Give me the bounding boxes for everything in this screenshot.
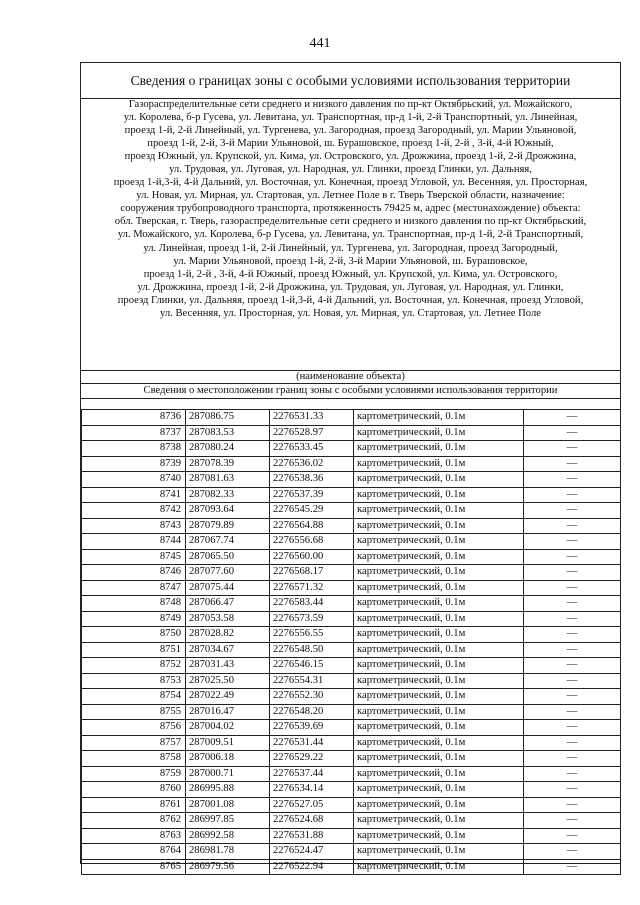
description-line: проезд 1-й, 2-й, 3-й Марии Ульяновой, ш. Бурашовское, проезд 1-й, 2-й , 3-й, 4-й Южный,: [147, 138, 554, 150]
y-coordinate-cell: 2276573.59: [270, 611, 354, 627]
dash-cell: —: [524, 611, 621, 627]
dash-cell: —: [524, 735, 621, 751]
table-row: [82, 859, 621, 875]
description-line: проезд 1-й,3-й, 4-й Дальний, ул. Восточная, ул. Конечная, проезд Угловой, ул. Весенняя, ул. Просторная,: [113, 177, 588, 189]
table-row: [82, 735, 621, 751]
method-cell: картометрический, 0.1м: [354, 441, 524, 457]
y-coordinate-cell: 2276538.36: [270, 472, 354, 488]
x-coordinate-cell: 287001.08: [186, 797, 270, 813]
point-number-cell: 8762: [82, 813, 186, 829]
x-coordinate-cell: 287067.74: [186, 534, 270, 550]
x-coordinate-cell: 287077.60: [186, 565, 270, 581]
point-number-cell: 8758: [82, 751, 186, 767]
dash-cell: —: [524, 720, 621, 736]
dash-cell: —: [524, 596, 621, 612]
method-cell: картометрический, 0.1м: [354, 658, 524, 674]
y-coordinate-cell: 2276552.30: [270, 689, 354, 705]
table-row: [82, 720, 621, 736]
table-row: [82, 642, 621, 658]
dash-cell: —: [524, 549, 621, 565]
x-coordinate-cell: 287009.51: [186, 735, 270, 751]
point-number-cell: 8755: [82, 704, 186, 720]
dash-cell: —: [524, 472, 621, 488]
y-coordinate-cell: 2276564.88: [270, 518, 354, 534]
method-cell: картометрический, 0.1м: [354, 549, 524, 565]
description-line: ул. Весенняя, ул. Просторная, ул. Новая, ул. Мирная, ул. Стартовая, ул. Летнее Поле: [160, 307, 541, 319]
x-coordinate-cell: 287083.53: [186, 425, 270, 441]
y-coordinate-cell: 2276539.69: [270, 720, 354, 736]
table-row: [82, 518, 621, 534]
x-coordinate-cell: 287078.39: [186, 456, 270, 472]
method-cell: картометрический, 0.1м: [354, 611, 524, 627]
dash-cell: —: [524, 627, 621, 643]
method-cell: картометрический, 0.1м: [354, 410, 524, 426]
point-number-cell: 8742: [82, 503, 186, 519]
table-row: [82, 596, 621, 612]
coordinates-table: [81, 409, 621, 875]
point-number-cell: 8736: [82, 410, 186, 426]
description-line: проезд 1-й, 2-й , 3-й, 4-й Южный, проезд Южный, ул. Крупской, ул. Кима, ул. Островского,: [143, 268, 558, 280]
point-number-cell: 8751: [82, 642, 186, 658]
point-number-cell: 8740: [82, 472, 186, 488]
y-coordinate-cell: 2276545.29: [270, 503, 354, 519]
x-coordinate-cell: 287034.67: [186, 642, 270, 658]
method-cell: картометрический, 0.1м: [354, 596, 524, 612]
divider: [81, 398, 620, 399]
table-row: [82, 766, 621, 782]
point-number-cell: 8750: [82, 627, 186, 643]
dash-cell: —: [524, 580, 621, 596]
section-title: Сведения о границах зоны с особыми условиями использования территории: [81, 63, 620, 99]
x-coordinate-cell: 286992.58: [186, 828, 270, 844]
method-cell: картометрический, 0.1м: [354, 844, 524, 860]
x-coordinate-cell: 287065.50: [186, 549, 270, 565]
description-line: ул. Линейная, проезд 1-й, 2-й Линейный, ул. Тургенева, ул. Загородная, проезд Загородный,: [143, 242, 558, 254]
y-coordinate-cell: 2276554.31: [270, 673, 354, 689]
method-cell: картометрический, 0.1м: [354, 782, 524, 798]
x-coordinate-cell: 287004.02: [186, 720, 270, 736]
table-row: [82, 565, 621, 581]
dash-cell: —: [524, 859, 621, 875]
dash-cell: —: [524, 751, 621, 767]
point-number-cell: 8753: [82, 673, 186, 689]
point-number-cell: 8757: [82, 735, 186, 751]
method-cell: картометрический, 0.1м: [354, 472, 524, 488]
method-cell: картометрический, 0.1м: [354, 580, 524, 596]
method-cell: картометрический, 0.1м: [354, 735, 524, 751]
dash-cell: —: [524, 565, 621, 581]
method-cell: картометрический, 0.1м: [354, 534, 524, 550]
dash-cell: —: [524, 410, 621, 426]
description-line: сооружения трубопроводного транспорта, протяженность 79425 м, адрес (местонахождение) объекта:: [120, 203, 581, 215]
point-number-cell: 8739: [82, 456, 186, 472]
table-row: [82, 503, 621, 519]
table-row: [82, 673, 621, 689]
table-row: [82, 472, 621, 488]
method-cell: картометрический, 0.1м: [354, 673, 524, 689]
dash-cell: —: [524, 766, 621, 782]
table-row: [82, 441, 621, 457]
x-coordinate-cell: 287082.33: [186, 487, 270, 503]
table-row: [82, 751, 621, 767]
method-cell: картометрический, 0.1м: [354, 642, 524, 658]
y-coordinate-cell: 2276556.55: [270, 627, 354, 643]
method-cell: картометрический, 0.1м: [354, 503, 524, 519]
method-cell: картометрический, 0.1м: [354, 797, 524, 813]
method-cell: картометрический, 0.1м: [354, 859, 524, 875]
y-coordinate-cell: 2276548.50: [270, 642, 354, 658]
description-line: ул. Трудовая, ул. Луговая, ул. Народная, ул. Глинки, проезд Глинки, ул. Дальняя,: [169, 164, 532, 176]
point-number-cell: 8761: [82, 797, 186, 813]
table-row: [82, 456, 621, 472]
description-line: ул. Дрожжина, проезд 1-й, 2-й Дрожжина, ул. Трудовая, ул. Луговая, ул. Народная, ул. Глинки,: [137, 281, 564, 293]
point-number-cell: 8765: [82, 859, 186, 875]
point-number-cell: 8754: [82, 689, 186, 705]
x-coordinate-cell: 287028.82: [186, 627, 270, 643]
description-line: проезд Глинки, ул. Дальняя, проезд 1-й,3-й, 4-й Дальний, ул. Восточная, ул. Конечная, проезд Угловой,: [117, 294, 584, 306]
page-number: 441: [309, 36, 331, 51]
y-coordinate-cell: 2276524.47: [270, 844, 354, 860]
y-coordinate-cell: 2276531.88: [270, 828, 354, 844]
x-coordinate-cell: 287016.47: [186, 704, 270, 720]
object-name-label: (наименование объекта): [81, 370, 620, 384]
dash-cell: —: [524, 704, 621, 720]
y-coordinate-cell: 2276560.00: [270, 549, 354, 565]
x-coordinate-cell: 287081.63: [186, 472, 270, 488]
table-row: [82, 689, 621, 705]
description-line: обл. Тверская, г. Тверь, газораспределительные сети среднего и низкого давления по пр-кт Октябрьский,: [114, 216, 587, 228]
dash-cell: —: [524, 642, 621, 658]
point-number-cell: 8760: [82, 782, 186, 798]
dash-cell: —: [524, 425, 621, 441]
dash-cell: —: [524, 797, 621, 813]
x-coordinate-cell: 287025.50: [186, 673, 270, 689]
point-number-cell: 8748: [82, 596, 186, 612]
coordinates-table-body: [82, 410, 621, 875]
table-row: [82, 627, 621, 643]
method-cell: картометрический, 0.1м: [354, 425, 524, 441]
y-coordinate-cell: 2276548.20: [270, 704, 354, 720]
point-number-cell: 8759: [82, 766, 186, 782]
point-number-cell: 8746: [82, 565, 186, 581]
point-number-cell: 8738: [82, 441, 186, 457]
point-number-cell: 8741: [82, 487, 186, 503]
dash-cell: —: [524, 487, 621, 503]
point-number-cell: 8756: [82, 720, 186, 736]
x-coordinate-cell: 287066.47: [186, 596, 270, 612]
y-coordinate-cell: 2276533.45: [270, 441, 354, 457]
dash-cell: —: [524, 828, 621, 844]
dash-cell: —: [524, 534, 621, 550]
x-coordinate-cell: 286981.78: [186, 844, 270, 860]
y-coordinate-cell: 2276537.39: [270, 487, 354, 503]
dash-cell: —: [524, 813, 621, 829]
dash-cell: —: [524, 503, 621, 519]
y-coordinate-cell: 2276527.05: [270, 797, 354, 813]
dash-cell: —: [524, 673, 621, 689]
dash-cell: —: [524, 441, 621, 457]
method-cell: картометрический, 0.1м: [354, 487, 524, 503]
y-coordinate-cell: 2276571.32: [270, 580, 354, 596]
table-row: [82, 658, 621, 674]
method-cell: картометрический, 0.1м: [354, 689, 524, 705]
x-coordinate-cell: 287006.18: [186, 751, 270, 767]
x-coordinate-cell: 287053.58: [186, 611, 270, 627]
method-cell: картометрический, 0.1м: [354, 828, 524, 844]
table-row: [82, 828, 621, 844]
method-cell: картометрический, 0.1м: [354, 627, 524, 643]
description-line: ул. Новая, ул. Мирная, ул. Стартовая, ул. Летнее Поле в г. Тверь Тверской области, назначение:: [136, 190, 565, 202]
x-coordinate-cell: 287079.89: [186, 518, 270, 534]
point-number-cell: 8763: [82, 828, 186, 844]
dash-cell: —: [524, 658, 621, 674]
point-number-cell: 8745: [82, 549, 186, 565]
table-row: [82, 425, 621, 441]
point-number-cell: 8764: [82, 844, 186, 860]
description-line: ул. Королева, б-р Гусева, ул. Левитана, ул. Транспортная, пр-д 1-й, 2-й Транспортный, ул. Линейная,: [123, 112, 578, 124]
point-number-cell: 8737: [82, 425, 186, 441]
table-row: [82, 549, 621, 565]
dash-cell: —: [524, 782, 621, 798]
dash-cell: —: [524, 518, 621, 534]
table-row: [82, 844, 621, 860]
y-coordinate-cell: 2276546.15: [270, 658, 354, 674]
document-frame: [80, 62, 621, 872]
dash-cell: —: [524, 689, 621, 705]
y-coordinate-cell: 2276522.94: [270, 859, 354, 875]
method-cell: картометрический, 0.1м: [354, 751, 524, 767]
dash-cell: —: [524, 844, 621, 860]
x-coordinate-cell: 287093.64: [186, 503, 270, 519]
x-coordinate-cell: 286997.85: [186, 813, 270, 829]
x-coordinate-cell: 287031.43: [186, 658, 270, 674]
point-number-cell: 8743: [82, 518, 186, 534]
method-cell: картометрический, 0.1м: [354, 720, 524, 736]
x-coordinate-cell: 287075.44: [186, 580, 270, 596]
method-cell: картометрический, 0.1м: [354, 813, 524, 829]
table-row: [82, 487, 621, 503]
location-subtitle: Сведения о местоположении границ зоны с особыми условиями использования территории: [143, 385, 558, 396]
y-coordinate-cell: 2276537.44: [270, 766, 354, 782]
y-coordinate-cell: 2276524.68: [270, 813, 354, 829]
table-row: [82, 580, 621, 596]
object-description: [83, 98, 618, 372]
method-cell: картометрический, 0.1м: [354, 704, 524, 720]
table-row: [82, 410, 621, 426]
table-row: [82, 534, 621, 550]
table-row: [82, 704, 621, 720]
table-row: [82, 782, 621, 798]
table-row: [82, 813, 621, 829]
description-line: проезд Южный, ул. Крупской, ул. Кима, ул. Островского, ул. Дрожжина, проезд 1-й, 2-й Дрожжина,: [124, 151, 577, 163]
point-number-cell: 8752: [82, 658, 186, 674]
y-coordinate-cell: 2276556.68: [270, 534, 354, 550]
y-coordinate-cell: 2276531.44: [270, 735, 354, 751]
method-cell: картометрический, 0.1м: [354, 766, 524, 782]
point-number-cell: 8747: [82, 580, 186, 596]
y-coordinate-cell: 2276529.22: [270, 751, 354, 767]
x-coordinate-cell: 287022.49: [186, 689, 270, 705]
method-cell: картометрический, 0.1м: [354, 456, 524, 472]
table-row: [82, 611, 621, 627]
description-line: проезд 1-й, 2-й Линейный, ул. Тургенева, ул. Загородная, проезд Загородный, ул. Марии Ульяновой,: [124, 125, 577, 137]
x-coordinate-cell: 286995.88: [186, 782, 270, 798]
description-line: ул. Марии Ульяновой, проезд 1-й, 2-й, 3-й Марии Ульяновой, ш. Бурашовское,: [173, 255, 528, 267]
x-coordinate-cell: 286979.56: [186, 859, 270, 875]
x-coordinate-cell: 287080.24: [186, 441, 270, 457]
description-line: ул. Можайского, ул. Королева, б-р Гусева, ул. Левитана, ул. Транспортная, пр-д 1-й, 2-й Транспортный,: [117, 229, 584, 241]
method-cell: картометрический, 0.1м: [354, 565, 524, 581]
x-coordinate-cell: 287000.71: [186, 766, 270, 782]
dash-cell: —: [524, 456, 621, 472]
y-coordinate-cell: 2276536.02: [270, 456, 354, 472]
x-coordinate-cell: 287086.75: [186, 410, 270, 426]
description-line: Газораспределительные сети среднего и низкого давления по пр-кт Октябрьский, ул. Можайского,: [128, 99, 573, 110]
method-cell: картометрический, 0.1м: [354, 518, 524, 534]
point-number-cell: 8749: [82, 611, 186, 627]
table-row: [82, 797, 621, 813]
y-coordinate-cell: 2276568.17: [270, 565, 354, 581]
y-coordinate-cell: 2276534.14: [270, 782, 354, 798]
y-coordinate-cell: 2276583.44: [270, 596, 354, 612]
point-number-cell: 8744: [82, 534, 186, 550]
y-coordinate-cell: 2276528.97: [270, 425, 354, 441]
y-coordinate-cell: 2276531.33: [270, 410, 354, 426]
